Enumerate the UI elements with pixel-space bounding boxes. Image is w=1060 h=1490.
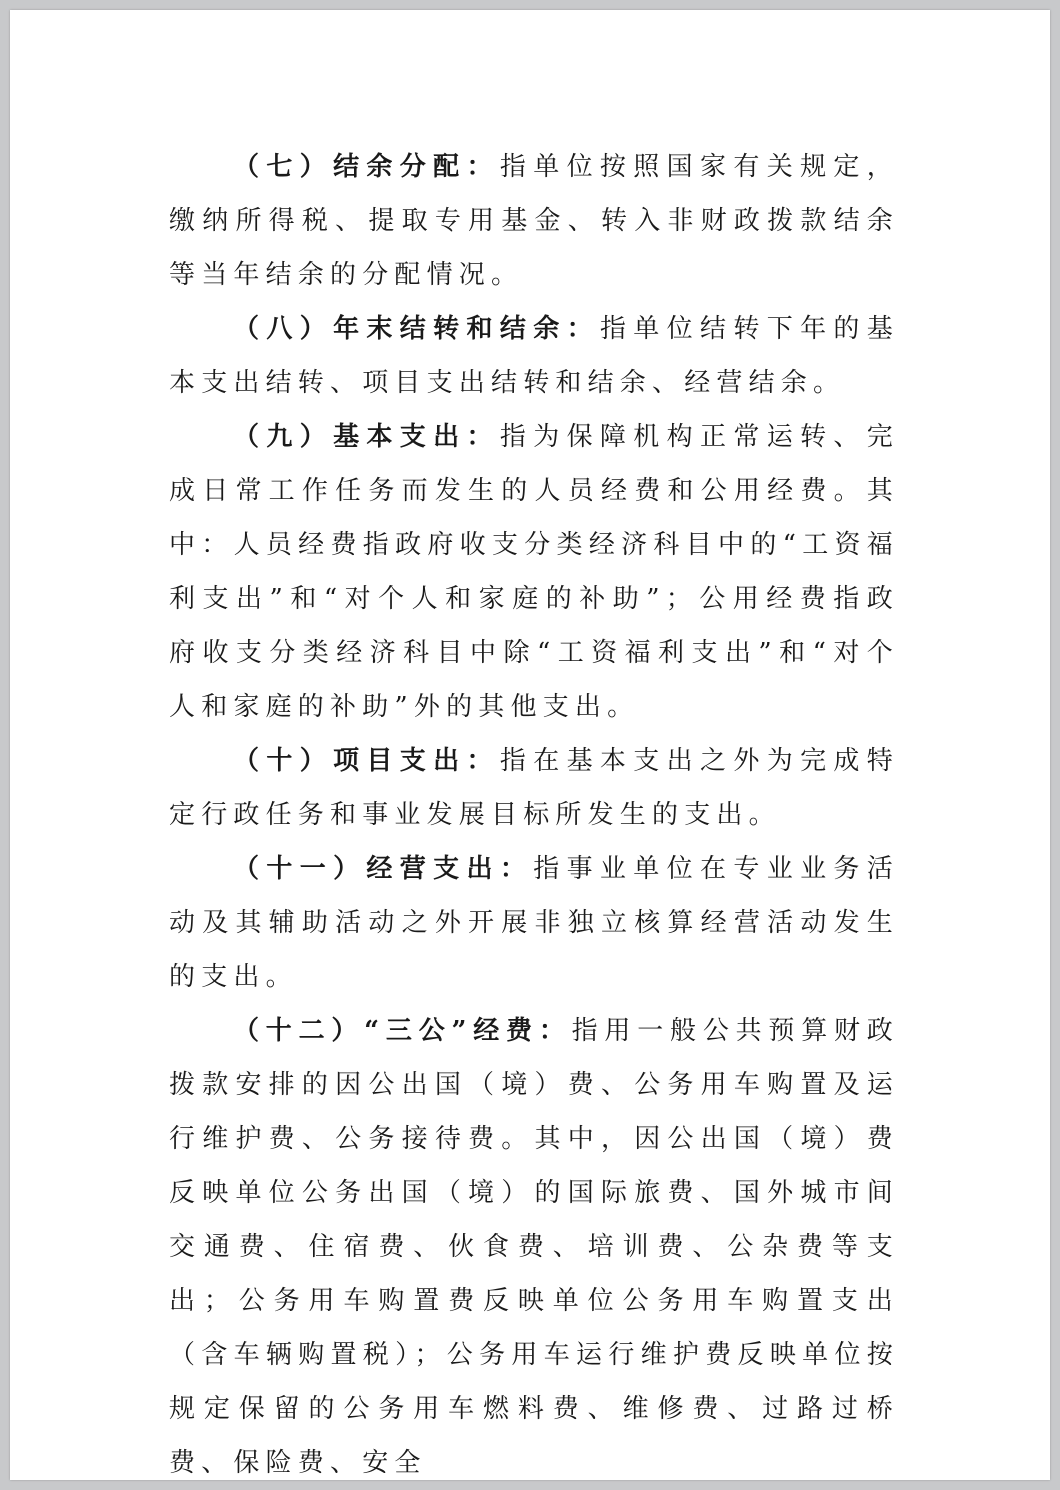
term-definition: 指在基本支出之外为完成特定行政任务和事业发展目标所发生的支出。 [169, 746, 899, 830]
paragraph-surplus-distribution [169, 140, 899, 302]
term-heading: （十）项目支出： [233, 746, 500, 776]
term-definition: 指单位按照国家有关规定，缴纳所得税、提取专用基金、转入非财政拨款结余等当年结余的分配情况。 [169, 152, 899, 290]
term-heading: （九）基本支出： [233, 422, 500, 452]
paragraph-three-public-expenses [169, 1004, 899, 1490]
term-definition: 指事业单位在专业业务活动及其辅助活动之外开展非独立核算经营活动发生的支出。 [169, 854, 899, 992]
paragraph-basic-expenditure [169, 410, 899, 734]
paragraph-year-end-carryover [169, 302, 899, 410]
term-heading: （十二）“三公”经费： [233, 1016, 572, 1046]
term-definition: 指单位结转下年的基本支出结转、项目支出结转和结余、经营结余。 [169, 314, 899, 398]
term-heading: （八）年末结转和结余： [233, 314, 600, 344]
term-heading: （七）结余分配： [233, 152, 500, 182]
term-definition: 指为保障机构正常运转、完成日常工作任务而发生的人员经费和公用经费。其中：人员经费指政府收支分类经济科目中的“工资福利支出”和“对个人和家庭的补助”；公用经费指政府收支分类经济科目中除“工资福利支出”和“对个人和家庭的补助”外的其他支出。 [169, 422, 899, 722]
document-body [169, 140, 899, 1490]
term-definition: 指用一般公共预算财政拨款安排的因公出国（境）费、公务用车购置及运行维护费、公务接待费。其中，因公出国（境）费反映单位公务出国（境）的国际旅费、国外城市间交通费、住宿费、伙食费、培训费、公杂费等支出；公务用车购置费反映单位公务用车购置支出（含车辆购置税）；公务用车运行维护费反映单位按规定保留的公务用车燃料费、维修费、过路过桥费、保险费、安全 [169, 1016, 899, 1478]
paragraph-project-expenditure [169, 734, 899, 842]
term-heading: （十一）经营支出： [233, 854, 534, 884]
paragraph-operating-expenditure [169, 842, 899, 1004]
document-page [10, 10, 1050, 1480]
